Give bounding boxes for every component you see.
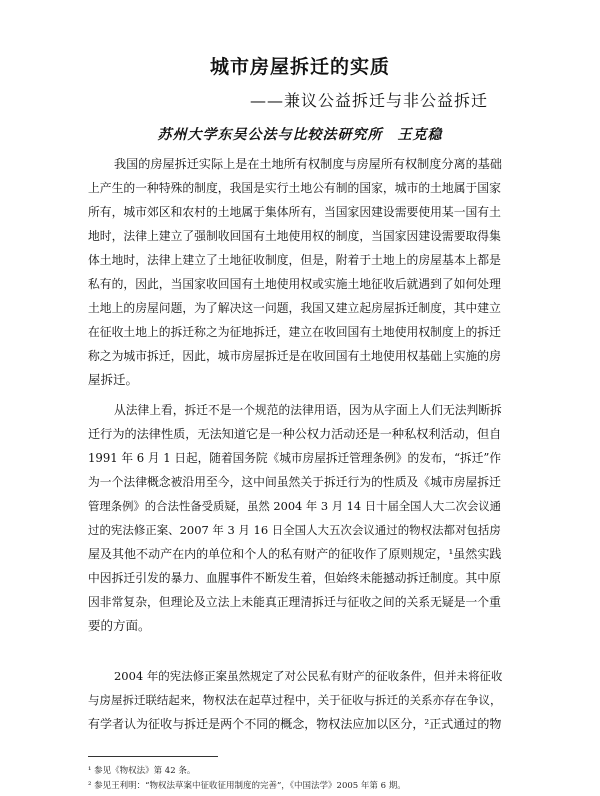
paragraph-3 [88,664,510,736]
paragraph-line: 在征收土地上的拆迁称之为征地拆迁，建立在收回国有土地使用权制度上的拆迁 [88,325,501,339]
paragraph-line: 屋及其他不动产在内的单位和个人的私有财产的征收作了原则规定，¹虽然实践 [88,547,502,561]
paragraph-line: 与房屋拆迁联结起来，物权法在起草过程中，关于征收与拆迁的关系亦存在争议， [88,693,502,707]
paragraph-line: 地时，法律上建立了强制收回国有土地使用权的制度，当国家因建设需要取得集 [88,229,501,243]
paragraph-line: 2004 年的宪法修正案虽然规定了对公民私有财产的征收条件，但并未将征收 [114,669,503,683]
paragraph-1 [88,152,510,392]
paragraph-line: 有学者认为征收与拆迁是两个不同的概念，物权法应加以区分，²正式通过的物 [88,717,502,731]
paragraph-line: 所有，城市郊区和农村的土地属于集体所有，当国家因建设需要使用某一国有土 [88,205,501,219]
paragraph-line: 因非常复杂，但理论及立法上未能真正理清拆迁与征收之间的关系无疑是一个重 [88,595,501,609]
footnote-divider [88,756,218,757]
paragraph-2 [88,398,510,638]
paragraph-line: 称之为城市拆迁，因此，城市房屋拆迁是在收回国有土地使用权基础上实施的房 [88,349,501,363]
paragraph-line: 私有的，因此，当国家收回国有土地使用权或实施土地征收后就遇到了如何处理 [88,277,501,291]
paragraph-line: 中因拆迁引发的暴力、血腥事件不断发生着，但始终未能撼动拆迁制度。其中原 [88,571,501,585]
paragraph-line: 要的方面。 [88,618,151,633]
author-affiliation: 苏州大学东吴公法与比较法研究所 王克稳 [157,127,443,143]
paragraph-line: 过的宪法修正案、2007 年 3 月 16 日全国人大五次会议通过的物权法都对包括房 [88,523,501,537]
paragraph-line: 迁行为的法律性质，无法知道它是一种公权力活动还是一种私权利活动，但自 [88,427,502,441]
footnote-1: ¹ 参见《物权法》第 42 条。 [88,766,196,776]
paragraph-line: 屋拆迁。 [88,372,139,387]
paragraph-line: 我国的房屋拆迁实际上是在土地所有权制度与房屋所有权制度分离的基础 [114,157,503,171]
footnote-2: ² 参见王利明：“物权法草案中征收征用制度的完善”，《中国法学》2005 年第 6 期。 [88,781,406,791]
paragraph-line: 从法律上看，拆迁不是一个规范的法律用语，因为从字面上人们无法判断拆 [114,403,502,417]
paragraph-line: 土地上的房屋问题，为了解决这一问题，我国又建立起房屋拆迁制度，其中建立 [88,301,501,315]
paragraph-line: 1991 年 6 月 1 日起，随着国务院《城市房屋拆迁管理条例》的发布，“拆迁”作 [88,451,501,465]
paragraph-line: 体土地时，法律上建立了土地征收制度，但是，附着于土地上的房屋基本上都是 [88,253,501,267]
paragraph-line: 管理条例》的合法性备受质疑，虽然 2004 年 3 月 14 日十届全国人大二次会议通 [88,499,502,513]
paragraph-line: 上产生的一种特殊的制度，我国是实行土地公有制的国家，城市的土地属于国家 [88,181,501,195]
paragraph-line: 为一个法律概念被沿用至今，这中间虽然关于拆迁行为的性质及《城市房屋拆迁 [88,475,501,489]
document-title: 城市房屋拆迁的实质 [209,56,390,78]
document-subtitle: ——兼议公益拆迁与非公益拆迁 [250,91,489,110]
